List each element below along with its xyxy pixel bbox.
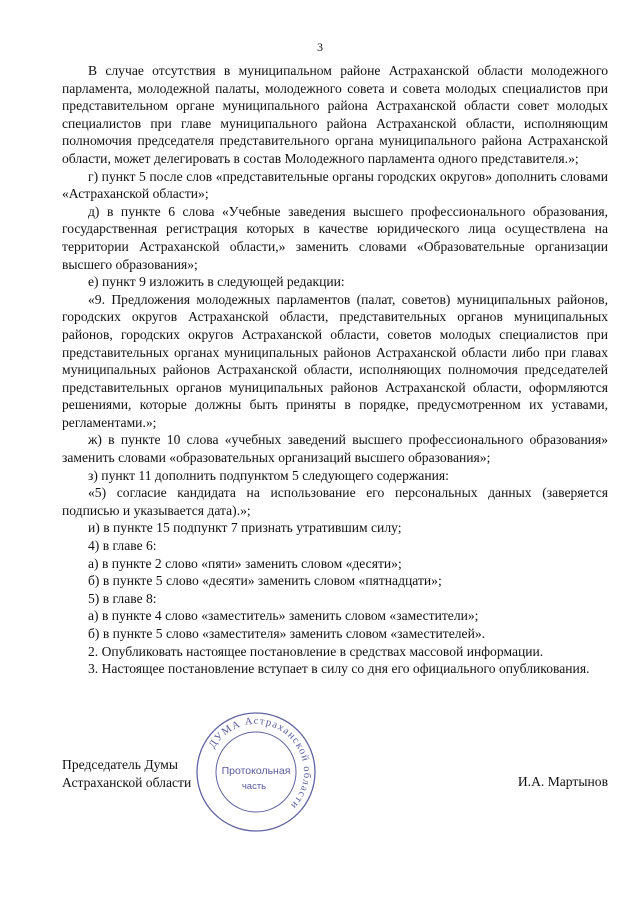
paragraph: а) в пункте 2 слово «пяти» заменить словом «десяти»; <box>88 555 402 571</box>
stamp-ring-text: ДУМА Астраханской области <box>207 715 313 812</box>
paragraph: 5) в главе 8: <box>88 590 157 606</box>
paragraph: «9. Предложения молодежных парламентов (палат, советов) муниципальных районов, городских округов Астраханской области, представительных органов муниципальных районов, городских округов Астраханской области, советов молодых специалистов при представительных органах муниципальных районов Астраханской области либо при главах муниципальных районов Астраханской области, исполняющих полномочия председателей представительных органов муниципальных районов Астраханской области, оформляются решениями, которые должны быть приняты в порядке, предусмотренном их уставами, регламентами.»; <box>62 291 608 430</box>
signatory-name: И.А. Мартынов <box>517 774 608 789</box>
paragraph: з) пункт 11 дополнить подпунктом 5 следующего содержания: <box>88 467 449 483</box>
svg-text:ДУМА Астраханской области <box>207 716 312 811</box>
paragraph: б) в пункте 5 слово «десяти» заменить словом «пятнадцати»; <box>88 573 442 589</box>
paragraph: и) в пункте 15 подпункт 7 признать утратившим силу; <box>88 520 402 536</box>
paragraph: «5) согласие кандидата на использование его персональных данных (заверяется подписью и указывается дата).»; <box>62 485 608 518</box>
paragraph: В случае отсутствия в муниципальном районе Астраханской области молодежного парламента, молодежной палаты, молодежного совета и совета молодых специалистов при представительном органе муниципального района Астраханской области совет молодых специалистов при главе муниципального района Астраханской области, исполняющим полномочия председателя представительного органа муниципального района Астраханской области, может делегировать в состав Молодежного парламента одного представителя.»; <box>62 63 608 166</box>
signature-block <box>62 756 608 796</box>
paragraph: ж) в пункте 10 слова «учебных заведений высшего профессионального образования» заменить словами «образовательных организаций высшего образования»; <box>62 432 608 466</box>
paragraph: 3. Настоящее постановление вступает в силу со дня его официального опубликования. <box>88 661 590 677</box>
paragraph: е) пункт 9 изложить в следующей редакции: <box>88 274 345 290</box>
document-body <box>62 62 608 678</box>
stamp-center-line: Протокольная <box>221 765 291 777</box>
paragraph: б) в пункте 5 слово «заместителя» заменить словом «заместителей». <box>88 626 486 641</box>
page-number: 3 <box>317 40 323 54</box>
signatory-title <box>62 756 191 791</box>
paragraph: 2. Опубликовать настоящее постановление в средствах массовой информации. <box>88 643 544 659</box>
paragraph: д) в пункте 6 слова «Учебные заведения высшего профессионального образования, государственная регистрация которых в качестве юридического лица осуществлена на территории Астраханской области,» заменить словами «Образовательные организации высшего образования»; <box>62 203 608 272</box>
paragraph: 4) в главе 6: <box>88 538 157 554</box>
paragraph: а) в пункте 4 слово «заместитель» заменить словом «заместители»; <box>88 608 479 624</box>
official-stamp <box>194 710 318 834</box>
stamp-center-line: часть <box>241 781 267 792</box>
signatory-title-line: Председатель Думы <box>62 757 179 772</box>
signatory-title-line: Астраханской области <box>62 774 192 790</box>
paragraph: г) пункт 5 после слов «представительные органы городских округов» дополнить словами «Астраханской области»; <box>62 168 608 202</box>
